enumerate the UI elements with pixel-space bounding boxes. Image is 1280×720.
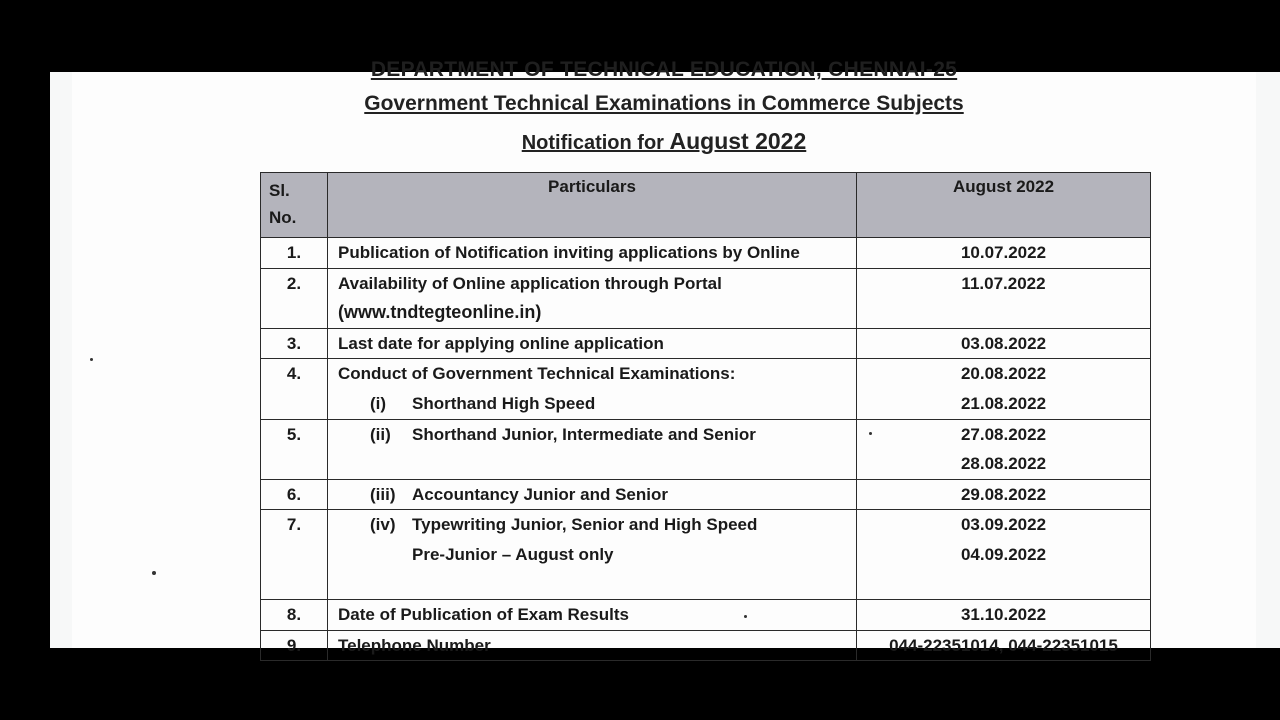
table-row xyxy=(261,328,1151,359)
table-header-row xyxy=(261,173,1151,238)
row-date: 20.08.2022 xyxy=(960,364,1047,384)
row-number: 1. xyxy=(286,243,302,262)
row-date: 10.07.2022 xyxy=(960,243,1047,262)
sub-item-numeral: (iii) xyxy=(370,484,396,504)
scan-speck xyxy=(744,615,747,618)
header-sl-no: Sl. No. xyxy=(261,173,328,238)
sub-item xyxy=(338,480,856,510)
row-number: 8. xyxy=(286,605,302,625)
row-number: 7. xyxy=(286,515,302,535)
scan-speck xyxy=(869,432,872,435)
table-row xyxy=(261,359,1151,419)
table-row xyxy=(261,238,1151,269)
notification-prefix: Notification for xyxy=(521,132,670,154)
document-page xyxy=(50,58,1280,655)
sub-item xyxy=(338,510,856,540)
sub-item-text: Shorthand Junior, Intermediate and Senior xyxy=(412,424,756,444)
sub-item-text: Accountancy Junior and Senior xyxy=(412,484,668,504)
row-number: 6. xyxy=(286,484,302,504)
sub-item-numeral: (iv) xyxy=(370,515,396,535)
row-particulars: Telephone Number xyxy=(338,635,491,655)
notification-subtitle xyxy=(72,128,1256,155)
row-particulars: Publication of Notification inviting applications by Online xyxy=(338,243,800,262)
row-number: 2. xyxy=(286,273,302,293)
sub-item-text: Typewriting Junior, Senior and High Speed xyxy=(412,515,758,535)
row-particulars: Date of Publication of Exam Results xyxy=(338,605,629,625)
row-particulars: Last date for applying online application xyxy=(338,333,664,353)
scan-speck xyxy=(90,358,93,361)
row-date-2: 04.09.2022 xyxy=(960,544,1047,564)
row-date: 03.09.2022 xyxy=(960,515,1047,535)
notification-title: Government Technical Examinations in Commerce Subjects xyxy=(364,92,964,115)
row-date: 11.07.2022 xyxy=(961,273,1046,293)
row-date: 27.08.2022 xyxy=(960,424,1047,444)
row-particulars: Availability of Online application through Portal xyxy=(338,273,722,293)
row-number: 4. xyxy=(286,364,302,384)
sub-item xyxy=(338,420,856,450)
row-number: 5. xyxy=(286,424,302,444)
row-date: 31.10.2022 xyxy=(960,605,1047,625)
notification-period: August 2022 xyxy=(669,128,807,154)
sub-item-text: Shorthand High Speed xyxy=(412,393,596,413)
sub-item-numeral: (ii) xyxy=(370,424,391,444)
table-row xyxy=(261,510,1151,600)
sub-item xyxy=(338,389,856,419)
document-sheet xyxy=(72,58,1256,655)
table-row xyxy=(261,419,1151,479)
scan-speck xyxy=(152,571,156,575)
table-row xyxy=(261,600,1151,631)
portal-url: (www.tndtegteonline.in) xyxy=(338,302,542,323)
schedule-table xyxy=(260,172,1151,661)
sub-item-numeral: (i) xyxy=(370,393,387,413)
header-date: August 2022 xyxy=(857,173,1151,238)
row-date-2: 21.08.2022 xyxy=(960,393,1047,413)
table-row xyxy=(261,630,1151,661)
row-date: 044-22351014, 044-22351015 xyxy=(889,635,1118,655)
row-particulars: Conduct of Government Technical Examinations: xyxy=(338,364,736,384)
row-date: 29.08.2022 xyxy=(960,484,1047,504)
row-date: 03.08.2022 xyxy=(960,333,1047,353)
sub-item-continuation: Pre-Junior – August only xyxy=(412,544,614,564)
header-particulars: Particulars xyxy=(328,173,857,238)
table-row xyxy=(261,268,1151,328)
table-row xyxy=(261,479,1151,510)
department-heading: DEPARTMENT OF TECHNICAL EDUCATION, CHENNAI-25 xyxy=(370,58,958,81)
row-number: 3. xyxy=(286,333,302,353)
row-date-2: 28.08.2022 xyxy=(960,454,1047,474)
row-number: 9. xyxy=(286,635,302,655)
